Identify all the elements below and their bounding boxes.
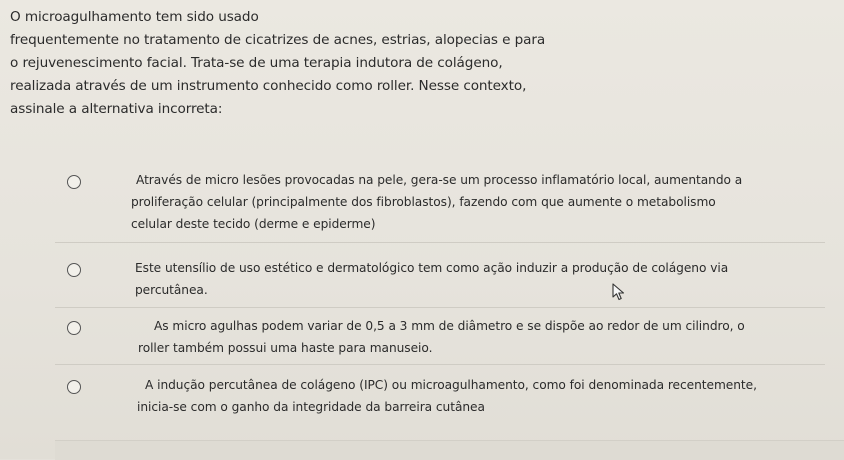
question-text	[10, 6, 610, 121]
option-c-line: roller também possui uma haste para manuseio.	[138, 341, 433, 355]
option-c-line: As micro agulhas podem variar de 0,5 a 3 mm de diâmetro e se dispõe ao redor de um cilindro, o	[154, 319, 745, 333]
option-divider	[55, 242, 825, 243]
option-a-radio[interactable]	[67, 175, 81, 189]
question-line: assinale a alternativa incorreta:	[10, 101, 223, 117]
option-b-line: percutânea.	[135, 283, 208, 297]
question-line: frequentemente no tratamento de cicatrizes de acnes, estrias, alopecias e para	[10, 32, 546, 48]
option-d-line: A indução percutânea de colágeno (IPC) ou microagulhamento, como foi denominada recentemente,	[145, 378, 757, 392]
option-a-text[interactable]	[131, 169, 743, 235]
bottom-bar	[55, 440, 844, 460]
option-b-text[interactable]	[135, 257, 728, 301]
option-divider	[55, 364, 825, 365]
option-b-radio[interactable]	[67, 263, 81, 277]
option-b-line: Este utensílio de uso estético e dermatológico tem como ação induzir a produção de colágeno via	[135, 261, 729, 275]
option-c-radio[interactable]	[67, 321, 81, 335]
option-a-line: Através de micro lesões provocadas na pele, gera-se um processo inflamatório local, aumentando a	[136, 173, 743, 187]
option-d[interactable]	[0, 375, 844, 425]
mouse-pointer-icon	[612, 283, 626, 301]
option-divider	[55, 307, 825, 308]
question-line: realizada através de um instrumento conhecido como roller. Nesse contexto,	[10, 78, 527, 94]
option-d-text[interactable]	[137, 374, 757, 418]
option-a-line: celular deste tecido (derme e epiderme)	[131, 217, 376, 231]
question-line: o rejuvenescimento facial. Trata-se de uma terapia indutora de colágeno,	[10, 55, 503, 71]
option-d-radio[interactable]	[67, 380, 81, 394]
option-a[interactable]	[0, 170, 844, 240]
option-b[interactable]	[0, 258, 844, 306]
option-a-line: proliferação celular (principalmente dos fibroblastos), fazendo com que aumente o metabolismo	[131, 195, 716, 209]
option-d-line: inicia-se com o ganho da integridade da barreira cutânea	[137, 400, 485, 414]
option-c[interactable]	[0, 316, 844, 362]
option-c-text[interactable]	[138, 315, 745, 359]
question-line: O microagulhamento tem sido usado	[10, 9, 259, 25]
